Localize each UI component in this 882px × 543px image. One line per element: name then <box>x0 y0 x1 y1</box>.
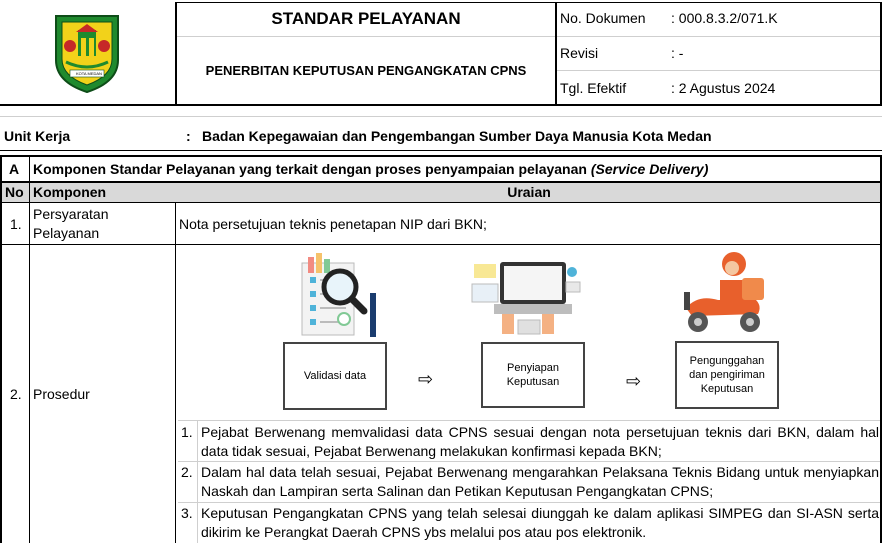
border <box>29 155 30 543</box>
section-title-main: Komponen Standar Pelayanan yang terkait dengan proses penyampaian pelayanan <box>33 161 591 177</box>
document-search-illustration <box>296 253 386 341</box>
border <box>555 2 557 105</box>
section-letter: A <box>9 161 20 177</box>
column-header-uraian: Uraian <box>507 184 551 200</box>
procedure-number: 1. <box>181 424 193 440</box>
row-komponen: Prosedur <box>33 386 90 402</box>
flow-step-pengiriman: Pengunggahan dan pengiriman Keputusan <box>675 341 779 409</box>
border <box>0 244 882 245</box>
section-title-italic: (Service Delivery) <box>590 161 709 177</box>
meta-label-dokumen: No. Dokumen <box>560 10 646 26</box>
document-subtitle: PENERBITAN KEPUTUSAN PENGANGKATAN CPNS <box>205 63 527 78</box>
flow-step-penyiapan: Penyiapan Keputusan <box>481 342 585 408</box>
document-header <box>0 0 882 106</box>
border <box>178 502 882 503</box>
column-header-no: No <box>5 184 24 200</box>
document-title: STANDAR PELAYANAN <box>271 9 461 28</box>
row-number: 2. <box>10 386 22 402</box>
flow-arrow-icon: ⇨ <box>626 371 642 391</box>
border <box>175 2 177 105</box>
delivery-scooter-illustration <box>678 248 770 340</box>
border <box>0 155 2 543</box>
border <box>178 461 882 462</box>
meta-label-efektif: Tgl. Efektif <box>560 80 627 96</box>
border <box>175 203 176 543</box>
flow-arrow-icon: ⇨ <box>418 369 434 389</box>
row-uraian: Nota persetujuan teknis penetapan NIP dari BKN; <box>179 216 487 232</box>
border <box>177 36 555 37</box>
kota-medan-logo <box>50 12 124 94</box>
procedure-step-text: Pejabat Berwenang memvalidasi data CPNS sesuai dengan nota persetujuan teknis dari BKN, dalam hal data tidak sesuai, Pejabat Berwenang melakukan konfirmasi kepada BKN; <box>201 424 879 459</box>
logo-caption: KOTA MEDAN <box>76 71 102 76</box>
unit-value: Badan Kepegawaian dan Pengembangan Sumber Daya Manusia Kota Medan <box>202 128 712 144</box>
unit-label: Unit Kerja <box>4 128 71 144</box>
row-number: 1. <box>10 216 22 232</box>
border <box>0 116 882 117</box>
border <box>0 155 882 157</box>
border <box>0 150 882 151</box>
border <box>178 420 882 421</box>
border <box>197 420 198 543</box>
flow-step-validasi: Validasi data <box>283 342 387 410</box>
procedure-number: 3. <box>181 505 193 521</box>
meta-value-revisi: : - <box>671 45 684 61</box>
border <box>0 104 882 106</box>
procedure-step-text: Keputusan Pengangkatan CPNS yang telah selesai diunggah ke dalam aplikasi SIMPEG dan SI-ASN serta dikirim ke Perangkat Daerah CPNS ybs melalui pos atau pos elektronik. <box>201 505 879 540</box>
meta-label-revisi: Revisi <box>560 45 599 61</box>
table-row <box>0 203 882 245</box>
section-title <box>33 161 708 177</box>
border <box>557 70 880 71</box>
laptop-work-illustration <box>468 258 584 340</box>
meta-value-dokumen: : 000.8.3.2/071.K <box>671 10 778 26</box>
border <box>557 36 880 37</box>
row-komponen: Persyaratan Pelayanan <box>33 206 109 241</box>
procedure-step-text: Dalam hal data telah sesuai, Pejabat Berwenang mengarahkan Pelaksana Teknis Bidang untuk menyiapkan Naskah dan Lampiran serta Salinan dan Petikan Keputusan Pengangkatan CPNS; <box>201 464 879 499</box>
unit-colon: : <box>186 128 191 144</box>
meta-value-efektif: : 2 Agustus 2024 <box>671 80 776 96</box>
column-header-komponen: Komponen <box>33 184 107 200</box>
border <box>175 2 882 3</box>
procedure-number: 2. <box>181 464 193 480</box>
